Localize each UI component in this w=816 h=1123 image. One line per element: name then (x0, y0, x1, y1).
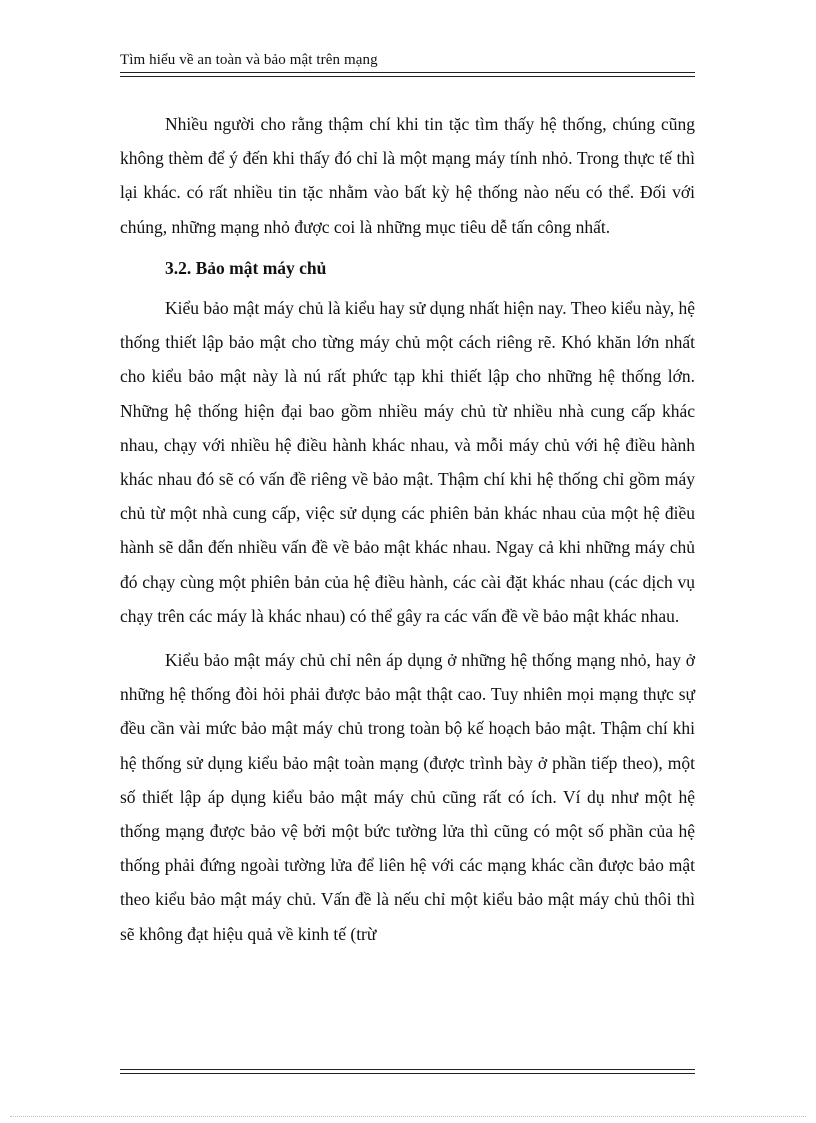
footer-divider (120, 1069, 695, 1074)
document-body (120, 107, 695, 951)
section-heading: 3.2. Bảo mật máy chủ (165, 257, 327, 278)
paragraph-host-security-usage: Kiểu bảo mật máy chủ chỉ nên áp dụng ở những hệ thống mạng nhỏ, hay ở những hệ thống đòi hỏi phải được bảo mật thật cao. Tuy nhiên mọi mạng thực sự đều cần vài mức bảo mật máy chủ trong toàn bộ kế hoạch bảo mật. Thậm chí khi hệ thống sử dụng kiểu bảo mật toàn mạng (được trình bày ở phần tiếp theo), một số thiết lập áp dụng kiểu bảo mật máy chủ cũng rất có ích. Ví dụ như một hệ thống mạng được bảo vệ bởi một bức tường lửa thì cũng có một số phần của hệ thống phải đứng ngoài tường lửa để liên hệ với các mạng khác cần được bảo mật theo kiểu bảo mật máy chủ. Vấn đề là nếu chỉ một kiểu bảo mật máy chủ thôi thì sẽ không đạt hiệu quả về kinh tế (trừ (120, 650, 695, 944)
running-header: Tìm hiểu về an toàn và bảo mật trên mạng (120, 52, 378, 68)
paragraph-spacer (120, 633, 695, 643)
paragraph-host-security: Kiểu bảo mật máy chủ là kiểu hay sử dụng nhất hiện nay. Theo kiểu này, hệ thống thiết lập bảo mật cho từng máy chủ một cách riêng rẽ. Khó khăn lớn nhất cho kiểu bảo mật này là nú rất phức tạp khi thiết lập cho những hệ thống lớn. Những hệ thống hiện đại bao gồm nhiều máy chủ từ nhiều nhà cung cấp khác nhau, chạy với nhiều hệ điều hành khác nhau, và mỗi máy chủ với hệ điều hành khác nhau đó sẽ có vấn đề riêng về bảo mật. Thậm chí khi hệ thống chỉ gồm máy chủ từ một nhà cung cấp, việc sử dụng các phiên bản khác nhau của một hệ điều hành sẽ dẫn đến nhiều vấn đề về bảo mật khác nhau. Ngay cả khi những máy chủ đó chạy cùng một phiên bản của hệ điều hành, các cài đặt khác nhau (các dịch vụ chạy trên các máy là khác nhau) có thể gây ra các vấn đề về bảo mật khác nhau. (120, 298, 695, 626)
page-bottom-edge (10, 1116, 806, 1117)
header-divider (120, 72, 695, 77)
paragraph-hacker-targets: Nhiều người cho rằng thậm chí khi tin tặc tìm thấy hệ thống, chúng cũng không thèm để ý đến khi thấy đó chỉ là một mạng máy tính nhỏ. Trong thực tế thì lại khác. có rất nhiều tin tặc nhằm vào bất kỳ hệ thống nào nếu có thể. Đối với chúng, những mạng nhỏ được coi là những mục tiêu dễ tấn công nhất. (120, 114, 695, 237)
